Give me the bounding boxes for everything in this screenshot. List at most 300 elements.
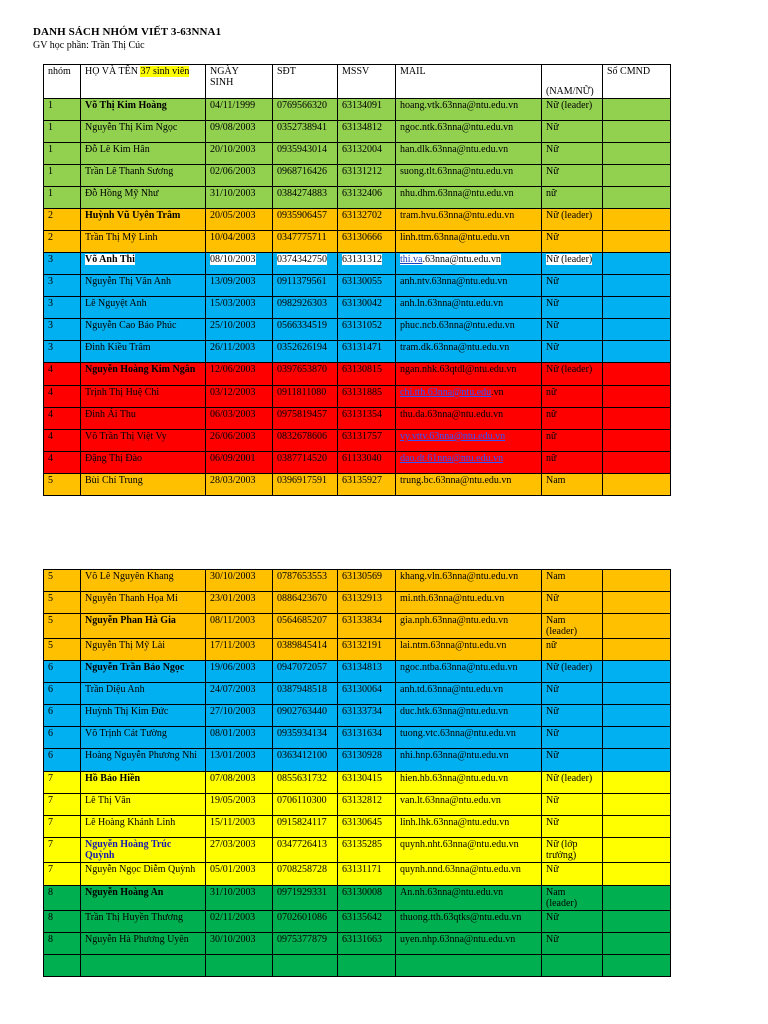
cell-phone[interactable] — [273, 408, 338, 430]
cell-gender[interactable] — [542, 231, 603, 253]
cell-mssv[interactable] — [338, 592, 396, 614]
cell-name[interactable] — [81, 143, 206, 165]
cell-name[interactable] — [81, 570, 206, 592]
cell-phone[interactable] — [273, 452, 338, 474]
cell-dob[interactable] — [206, 386, 273, 408]
cell-dob[interactable] — [206, 816, 273, 838]
cell-phone[interactable] — [273, 933, 338, 955]
cell-idcard[interactable] — [603, 955, 671, 977]
cell-idcard[interactable] — [603, 386, 671, 408]
cell-mssv[interactable] — [338, 319, 396, 341]
cell-mail[interactable] — [396, 99, 542, 121]
cell-mssv[interactable] — [338, 794, 396, 816]
cell-group[interactable] — [44, 408, 81, 430]
cell-group[interactable] — [44, 614, 81, 639]
cell-mssv[interactable] — [338, 474, 396, 496]
mail-link[interactable]: vy.vttv.63nna@ntu.edu.vn — [400, 431, 506, 442]
cell-gender[interactable] — [542, 592, 603, 614]
cell-group[interactable] — [44, 231, 81, 253]
cell-dob[interactable] — [206, 143, 273, 165]
cell-gender[interactable] — [542, 209, 603, 231]
cell-dob[interactable] — [206, 319, 273, 341]
cell-gender[interactable] — [542, 570, 603, 592]
header-gender[interactable]: (NAM/NỮ) — [542, 65, 603, 99]
cell-idcard[interactable] — [603, 683, 671, 705]
cell-group[interactable] — [44, 863, 81, 886]
cell-name[interactable] — [81, 911, 206, 933]
cell-phone[interactable] — [273, 683, 338, 705]
cell-group[interactable] — [44, 187, 81, 209]
cell-mail[interactable] — [396, 592, 542, 614]
cell-phone[interactable] — [273, 816, 338, 838]
cell-dob[interactable] — [206, 639, 273, 661]
cell-phone[interactable] — [273, 639, 338, 661]
cell-mail[interactable] — [396, 209, 542, 231]
cell-dob[interactable] — [206, 121, 273, 143]
cell-name[interactable] — [81, 275, 206, 297]
cell-dob[interactable] — [206, 253, 273, 275]
cell-gender[interactable] — [542, 99, 603, 121]
cell-dob[interactable] — [206, 231, 273, 253]
cell-name[interactable] — [81, 231, 206, 253]
cell-idcard[interactable] — [603, 933, 671, 955]
cell-mssv[interactable] — [338, 209, 396, 231]
header-name[interactable] — [81, 65, 206, 99]
table-row[interactable] — [44, 886, 671, 911]
cell-name[interactable] — [81, 363, 206, 386]
cell-idcard[interactable] — [603, 661, 671, 683]
cell-mssv[interactable] — [338, 911, 396, 933]
cell-idcard[interactable] — [603, 592, 671, 614]
table-row[interactable] — [44, 683, 671, 705]
cell-phone[interactable] — [273, 165, 338, 187]
cell-idcard[interactable] — [603, 363, 671, 386]
cell-dob[interactable] — [206, 955, 273, 977]
cell-group[interactable] — [44, 363, 81, 386]
cell-dob[interactable] — [206, 592, 273, 614]
table-row[interactable] — [44, 727, 671, 749]
cell-dob[interactable] — [206, 911, 273, 933]
cell-phone[interactable] — [273, 474, 338, 496]
cell-gender[interactable] — [542, 408, 603, 430]
header-student-id[interactable]: MSSV — [338, 65, 396, 99]
cell-name[interactable] — [81, 121, 206, 143]
cell-gender[interactable] — [542, 319, 603, 341]
cell-mail[interactable] — [396, 363, 542, 386]
cell-dob[interactable] — [206, 570, 273, 592]
cell-phone[interactable] — [273, 570, 338, 592]
cell-idcard[interactable] — [603, 452, 671, 474]
cell-mssv[interactable] — [338, 772, 396, 794]
cell-group[interactable] — [44, 816, 81, 838]
cell-mail[interactable] — [396, 683, 542, 705]
mail-link[interactable]: dao.dt.61nna@ntu.edu.vn — [400, 453, 504, 464]
cell-idcard[interactable] — [603, 911, 671, 933]
cell-idcard[interactable] — [603, 863, 671, 886]
cell-dob[interactable] — [206, 772, 273, 794]
cell-dob[interactable] — [206, 838, 273, 863]
cell-dob[interactable] — [206, 408, 273, 430]
table-row[interactable] — [44, 592, 671, 614]
cell-dob[interactable] — [206, 727, 273, 749]
cell-group[interactable] — [44, 838, 81, 863]
cell-mssv[interactable] — [338, 955, 396, 977]
cell-name[interactable] — [81, 165, 206, 187]
cell-mail[interactable] — [396, 705, 542, 727]
cell-group[interactable] — [44, 319, 81, 341]
cell-dob[interactable] — [206, 683, 273, 705]
table-row[interactable] — [44, 933, 671, 955]
cell-mail[interactable] — [396, 341, 542, 363]
cell-name[interactable] — [81, 474, 206, 496]
cell-mail[interactable] — [396, 911, 542, 933]
cell-gender[interactable] — [542, 886, 603, 911]
table-row[interactable] — [44, 231, 671, 253]
cell-name[interactable] — [81, 955, 206, 977]
cell-dob[interactable] — [206, 474, 273, 496]
mail-link[interactable]: thi.va — [400, 254, 423, 265]
cell-mail[interactable] — [396, 143, 542, 165]
cell-idcard[interactable] — [603, 705, 671, 727]
cell-idcard[interactable] — [603, 816, 671, 838]
cell-mssv[interactable] — [338, 430, 396, 452]
table-row[interactable] — [44, 452, 671, 474]
cell-mail[interactable] — [396, 570, 542, 592]
cell-gender[interactable] — [542, 705, 603, 727]
cell-mail[interactable] — [396, 253, 542, 275]
cell-mssv[interactable] — [338, 683, 396, 705]
cell-mail[interactable] — [396, 408, 542, 430]
cell-group[interactable] — [44, 341, 81, 363]
cell-dob[interactable] — [206, 187, 273, 209]
cell-mail[interactable] — [396, 886, 542, 911]
table-row[interactable] — [44, 275, 671, 297]
cell-mail[interactable] — [396, 452, 542, 474]
cell-mail[interactable] — [396, 386, 542, 408]
table-row[interactable] — [44, 474, 671, 496]
cell-group[interactable] — [44, 886, 81, 911]
cell-gender[interactable] — [542, 143, 603, 165]
cell-mssv[interactable] — [338, 165, 396, 187]
cell-mail[interactable] — [396, 955, 542, 977]
table-row[interactable] — [44, 863, 671, 886]
cell-group[interactable] — [44, 570, 81, 592]
table-row[interactable] — [44, 955, 671, 977]
cell-gender[interactable] — [542, 474, 603, 496]
cell-gender[interactable] — [542, 683, 603, 705]
cell-phone[interactable] — [273, 705, 338, 727]
cell-gender[interactable] — [542, 772, 603, 794]
cell-idcard[interactable] — [603, 794, 671, 816]
cell-phone[interactable] — [273, 886, 338, 911]
cell-group[interactable] — [44, 955, 81, 977]
cell-group[interactable] — [44, 297, 81, 319]
cell-gender[interactable] — [542, 955, 603, 977]
table-row[interactable] — [44, 363, 671, 386]
table-row[interactable] — [44, 911, 671, 933]
cell-phone[interactable] — [273, 749, 338, 772]
table-row[interactable] — [44, 705, 671, 727]
cell-mssv[interactable] — [338, 121, 396, 143]
header-phone[interactable]: SĐT — [273, 65, 338, 99]
table-row[interactable] — [44, 209, 671, 231]
cell-phone[interactable] — [273, 297, 338, 319]
cell-gender[interactable] — [542, 297, 603, 319]
table-row[interactable] — [44, 430, 671, 452]
cell-group[interactable] — [44, 911, 81, 933]
cell-mssv[interactable] — [338, 275, 396, 297]
cell-name[interactable] — [81, 661, 206, 683]
cell-group[interactable] — [44, 705, 81, 727]
cell-dob[interactable] — [206, 794, 273, 816]
cell-phone[interactable] — [273, 143, 338, 165]
cell-idcard[interactable] — [603, 408, 671, 430]
table-row[interactable] — [44, 165, 671, 187]
cell-group[interactable] — [44, 275, 81, 297]
cell-dob[interactable] — [206, 886, 273, 911]
cell-dob[interactable] — [206, 705, 273, 727]
cell-group[interactable] — [44, 772, 81, 794]
cell-gender[interactable] — [542, 933, 603, 955]
cell-dob[interactable] — [206, 661, 273, 683]
cell-gender[interactable] — [542, 661, 603, 683]
cell-phone[interactable] — [273, 231, 338, 253]
cell-mail[interactable] — [396, 639, 542, 661]
cell-mssv[interactable] — [338, 408, 396, 430]
cell-phone[interactable] — [273, 430, 338, 452]
cell-mssv[interactable] — [338, 639, 396, 661]
cell-mail[interactable] — [396, 121, 542, 143]
cell-dob[interactable] — [206, 209, 273, 231]
cell-mail[interactable] — [396, 727, 542, 749]
cell-group[interactable] — [44, 121, 81, 143]
cell-name[interactable] — [81, 933, 206, 955]
cell-mssv[interactable] — [338, 143, 396, 165]
cell-mssv[interactable] — [338, 863, 396, 886]
cell-mssv[interactable] — [338, 341, 396, 363]
cell-idcard[interactable] — [603, 165, 671, 187]
cell-idcard[interactable] — [603, 886, 671, 911]
cell-gender[interactable] — [542, 253, 603, 275]
cell-mssv[interactable] — [338, 838, 396, 863]
cell-mssv[interactable] — [338, 570, 396, 592]
cell-idcard[interactable] — [603, 99, 671, 121]
cell-name[interactable] — [81, 408, 206, 430]
cell-name[interactable] — [81, 592, 206, 614]
cell-gender[interactable] — [542, 614, 603, 639]
cell-idcard[interactable] — [603, 297, 671, 319]
cell-group[interactable] — [44, 727, 81, 749]
cell-mssv[interactable] — [338, 386, 396, 408]
cell-phone[interactable] — [273, 661, 338, 683]
table-row[interactable] — [44, 816, 671, 838]
cell-mssv[interactable] — [338, 816, 396, 838]
cell-phone[interactable] — [273, 386, 338, 408]
cell-idcard[interactable] — [603, 474, 671, 496]
cell-name[interactable] — [81, 639, 206, 661]
cell-idcard[interactable] — [603, 838, 671, 863]
cell-name[interactable] — [81, 816, 206, 838]
cell-mail[interactable] — [396, 838, 542, 863]
table-row[interactable] — [44, 121, 671, 143]
table-row[interactable] — [44, 187, 671, 209]
cell-name[interactable] — [81, 99, 206, 121]
cell-phone[interactable] — [273, 121, 338, 143]
cell-name[interactable] — [81, 430, 206, 452]
cell-name[interactable] — [81, 297, 206, 319]
cell-mail[interactable] — [396, 863, 542, 886]
table-row[interactable] — [44, 661, 671, 683]
cell-name[interactable] — [81, 386, 206, 408]
cell-dob[interactable] — [206, 275, 273, 297]
cell-dob[interactable] — [206, 430, 273, 452]
cell-dob[interactable] — [206, 99, 273, 121]
cell-mail[interactable] — [396, 430, 542, 452]
table-row[interactable] — [44, 143, 671, 165]
cell-name[interactable] — [81, 794, 206, 816]
cell-idcard[interactable] — [603, 209, 671, 231]
cell-phone[interactable] — [273, 99, 338, 121]
cell-phone[interactable] — [273, 253, 338, 275]
cell-dob[interactable] — [206, 749, 273, 772]
cell-mssv[interactable] — [338, 452, 396, 474]
cell-phone[interactable] — [273, 341, 338, 363]
cell-mssv[interactable] — [338, 187, 396, 209]
cell-group[interactable] — [44, 165, 81, 187]
table-row[interactable] — [44, 570, 671, 592]
table-row[interactable] — [44, 838, 671, 863]
cell-mssv[interactable] — [338, 933, 396, 955]
cell-name[interactable] — [81, 452, 206, 474]
cell-idcard[interactable] — [603, 430, 671, 452]
cell-group[interactable] — [44, 452, 81, 474]
table-row[interactable] — [44, 614, 671, 639]
table-row[interactable] — [44, 341, 671, 363]
cell-gender[interactable] — [542, 363, 603, 386]
cell-name[interactable] — [81, 341, 206, 363]
cell-group[interactable] — [44, 794, 81, 816]
table-row[interactable] — [44, 319, 671, 341]
cell-idcard[interactable] — [603, 121, 671, 143]
cell-phone[interactable] — [273, 838, 338, 863]
cell-name[interactable] — [81, 727, 206, 749]
cell-mssv[interactable] — [338, 886, 396, 911]
cell-name[interactable] — [81, 253, 206, 275]
cell-gender[interactable] — [542, 121, 603, 143]
cell-gender[interactable] — [542, 386, 603, 408]
cell-mssv[interactable] — [338, 661, 396, 683]
cell-idcard[interactable] — [603, 231, 671, 253]
table-row[interactable] — [44, 386, 671, 408]
cell-idcard[interactable] — [603, 253, 671, 275]
cell-mail[interactable] — [396, 275, 542, 297]
table-row[interactable] — [44, 253, 671, 275]
cell-mssv[interactable] — [338, 727, 396, 749]
cell-phone[interactable] — [273, 209, 338, 231]
cell-group[interactable] — [44, 749, 81, 772]
cell-name[interactable] — [81, 772, 206, 794]
cell-group[interactable] — [44, 661, 81, 683]
cell-phone[interactable] — [273, 772, 338, 794]
cell-name[interactable] — [81, 886, 206, 911]
cell-mssv[interactable] — [338, 363, 396, 386]
cell-idcard[interactable] — [603, 187, 671, 209]
cell-mail[interactable] — [396, 474, 542, 496]
cell-dob[interactable] — [206, 341, 273, 363]
cell-gender[interactable] — [542, 727, 603, 749]
cell-gender[interactable] — [542, 863, 603, 886]
cell-phone[interactable] — [273, 319, 338, 341]
cell-dob[interactable] — [206, 297, 273, 319]
cell-name[interactable] — [81, 683, 206, 705]
cell-idcard[interactable] — [603, 749, 671, 772]
cell-name[interactable] — [81, 705, 206, 727]
cell-dob[interactable] — [206, 363, 273, 386]
cell-dob[interactable] — [206, 863, 273, 886]
cell-mssv[interactable] — [338, 705, 396, 727]
cell-gender[interactable] — [542, 749, 603, 772]
cell-name[interactable] — [81, 749, 206, 772]
table-row[interactable] — [44, 772, 671, 794]
cell-idcard[interactable] — [603, 275, 671, 297]
cell-gender[interactable] — [542, 187, 603, 209]
cell-gender[interactable] — [542, 430, 603, 452]
cell-group[interactable] — [44, 683, 81, 705]
cell-idcard[interactable] — [603, 143, 671, 165]
header-group[interactable]: nhóm — [44, 65, 81, 99]
cell-mail[interactable] — [396, 933, 542, 955]
cell-mail[interactable] — [396, 794, 542, 816]
cell-mail[interactable] — [396, 749, 542, 772]
cell-dob[interactable] — [206, 452, 273, 474]
table-row[interactable] — [44, 794, 671, 816]
cell-phone[interactable] — [273, 592, 338, 614]
cell-gender[interactable] — [542, 639, 603, 661]
cell-idcard[interactable] — [603, 341, 671, 363]
cell-dob[interactable] — [206, 614, 273, 639]
cell-idcard[interactable] — [603, 614, 671, 639]
cell-mail[interactable] — [396, 614, 542, 639]
cell-phone[interactable] — [273, 187, 338, 209]
cell-gender[interactable] — [542, 275, 603, 297]
cell-name[interactable] — [81, 838, 206, 863]
cell-gender[interactable] — [542, 838, 603, 863]
cell-group[interactable] — [44, 209, 81, 231]
cell-name[interactable] — [81, 209, 206, 231]
cell-mail[interactable] — [396, 772, 542, 794]
cell-gender[interactable] — [542, 816, 603, 838]
cell-gender[interactable] — [542, 911, 603, 933]
cell-dob[interactable] — [206, 165, 273, 187]
mail-link[interactable]: chi.tth.63nna@ntu.edu — [400, 387, 492, 398]
cell-phone[interactable] — [273, 794, 338, 816]
cell-group[interactable] — [44, 933, 81, 955]
cell-mssv[interactable] — [338, 99, 396, 121]
cell-mssv[interactable] — [338, 231, 396, 253]
cell-mail[interactable] — [396, 661, 542, 683]
cell-mail[interactable] — [396, 319, 542, 341]
header-dob[interactable] — [206, 65, 273, 99]
cell-phone[interactable] — [273, 863, 338, 886]
table-row[interactable] — [44, 749, 671, 772]
cell-gender[interactable] — [542, 452, 603, 474]
cell-group[interactable] — [44, 430, 81, 452]
cell-gender[interactable] — [542, 341, 603, 363]
cell-name[interactable] — [81, 319, 206, 341]
cell-idcard[interactable] — [603, 772, 671, 794]
cell-group[interactable] — [44, 639, 81, 661]
cell-phone[interactable] — [273, 614, 338, 639]
